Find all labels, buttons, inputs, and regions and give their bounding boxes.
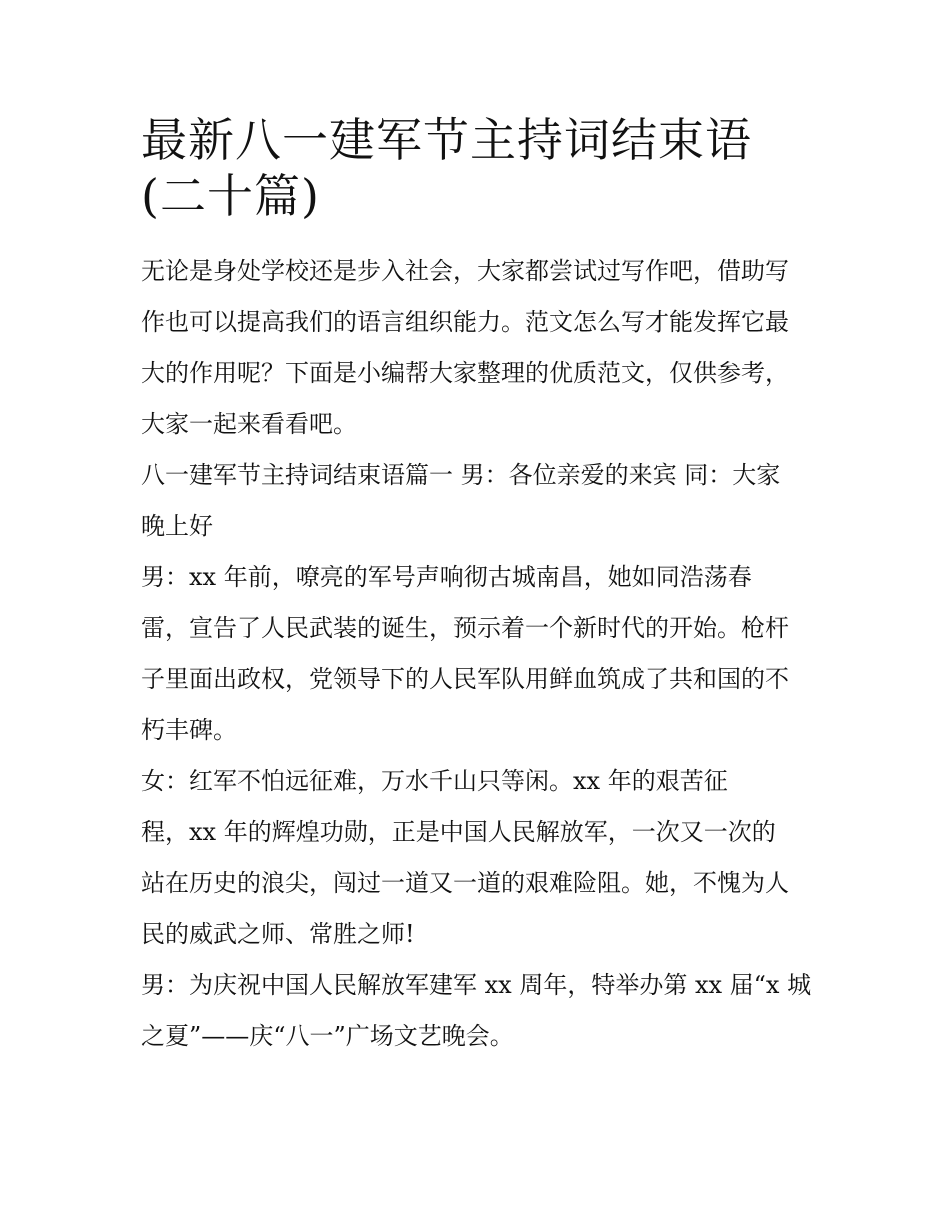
text-line: 之夏”——庆“八一”广场文艺晚会。 (141, 1022, 514, 1050)
text-line: 子里面出政权，党领导下的人民军队用鲜血筑成了共和国的不 (141, 665, 789, 693)
section-heading-paragraph (141, 450, 813, 552)
document-title (141, 112, 813, 224)
title-line-1: 最新八一建军节主持词结束语 (141, 113, 752, 167)
text-line: 晚上好 (141, 512, 213, 540)
text-line: 八一建军节主持词结束语篇一 男：各位亲爱的来宾 同：大家 (141, 461, 781, 489)
text-line: 程，xx 年的辉煌功勋，正是中国人民解放军，一次又一次的 (141, 818, 776, 846)
male-host-paragraph-2 (141, 960, 813, 1062)
document-page (141, 112, 813, 1062)
title-line-2: (二十篇) (141, 169, 320, 223)
text-line: 无论是身处学校还是步入社会，大家都尝试过写作吧，借助写 (141, 257, 789, 285)
text-line: 民的威武之师、常胜之师! (141, 920, 415, 948)
male-host-paragraph-1 (141, 552, 813, 756)
text-line: 女：红军不怕远征难，万水千山只等闲。xx 年的艰苦征 (141, 767, 728, 795)
text-line: 大的作用呢？下面是小编帮大家整理的优质范文，仅供参考， (141, 359, 789, 387)
text-line: 作也可以提高我们的语言组织能力。范文怎么写才能发挥它最 (141, 308, 789, 336)
text-line: 站在历史的浪尖，闯过一道又一道的艰难险阻。她，不愧为人 (141, 869, 789, 897)
text-line: 男：为庆祝中国人民解放军建军 xx 周年，特举办第 xx 届“x 城 (141, 971, 812, 999)
document-body (141, 246, 813, 1062)
text-line: 雷，宣告了人民武装的诞生，预示着一个新时代的开始。枪杆 (141, 614, 789, 642)
text-line: 朽丰碑。 (141, 716, 237, 744)
female-host-paragraph (141, 756, 813, 960)
intro-paragraph (141, 246, 813, 450)
text-line: 男：xx 年前，嘹亮的军号声响彻古城南昌，她如同浩荡春 (141, 563, 752, 591)
text-line: 大家一起来看看吧。 (141, 410, 357, 438)
